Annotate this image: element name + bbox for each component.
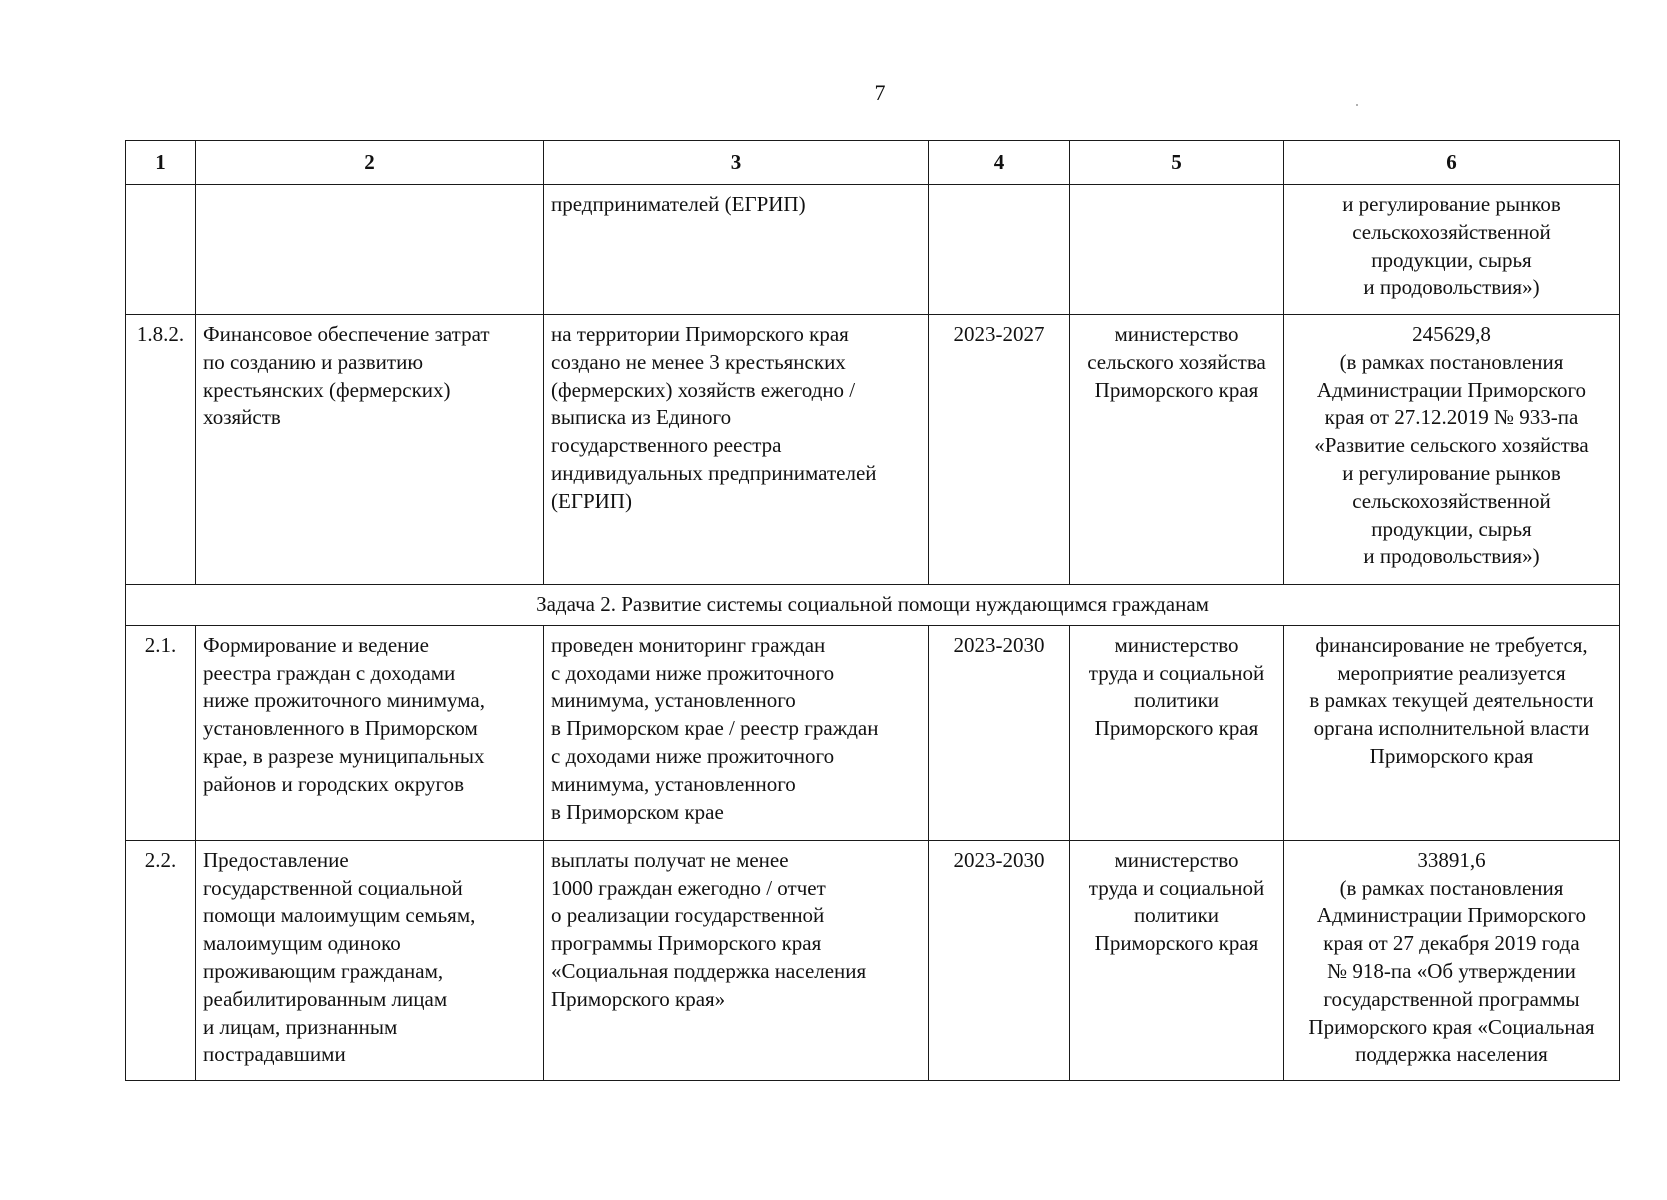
expected-result-line: индивидуальных предпринимателей (551, 460, 877, 485)
header-col-5: 5 (1070, 141, 1284, 185)
responsible-executor-line: министерство (1114, 322, 1239, 346)
implementation-period: 2023-2030 (929, 625, 1070, 840)
measure-name-line: малоимущим одиноко (203, 931, 401, 956)
funding-source (1284, 185, 1620, 315)
measure-name-line: Формирование и ведение (203, 632, 429, 657)
header-col-3: 3 (544, 141, 929, 185)
expected-result (544, 315, 929, 585)
header-col-4: 4 (929, 141, 1070, 185)
table-row (126, 625, 1620, 840)
funding-source-line: края от 27.12.2019 № 933-па (1324, 405, 1579, 430)
measure-name-line: ниже прожиточного минимума, (203, 688, 485, 713)
measures-table (125, 140, 1620, 1081)
measure-name (196, 185, 544, 315)
expected-result-line: проведен мониторинг граждан (551, 632, 826, 657)
scan-speck (1356, 104, 1358, 106)
measure-name (196, 315, 544, 585)
responsible-executor-line: министерство (1114, 847, 1239, 872)
table-row (126, 840, 1620, 1080)
responsible-executor-line: труда и социальной (1088, 660, 1265, 685)
responsible-executor-line: политики (1133, 688, 1220, 713)
funding-source-line: 33891,6 (1417, 847, 1486, 872)
funding-source-line: Администрации Приморского (1316, 377, 1587, 402)
expected-result-line: создано не менее 3 крестьянских (551, 349, 846, 374)
funding-source-line: (в рамках постановления (1339, 349, 1564, 374)
expected-result-line: государственного реестра (551, 433, 782, 458)
funding-source (1284, 625, 1620, 840)
responsible-executor-line: министерство (1114, 632, 1239, 657)
expected-result-line: с доходами ниже прожиточного (551, 743, 835, 768)
funding-source-line: финансирование не требуется, (1315, 632, 1588, 657)
responsible-executor-line: политики (1133, 903, 1220, 928)
table-header-row (126, 141, 1620, 185)
measure-name-line: хозяйств (203, 405, 281, 430)
funding-source-line: и продовольствия») (1363, 544, 1540, 569)
expected-result (544, 840, 929, 1080)
row-number: 2.2. (126, 840, 196, 1080)
measure-name (196, 840, 544, 1080)
measure-name-line: Финансовое обеспечение затрат (203, 322, 490, 346)
measure-name-line: реестра граждан с доходами (203, 660, 456, 685)
funding-source-line: Администрации Приморского (1316, 903, 1587, 928)
header-col-1: 1 (126, 141, 196, 185)
responsible-executor-line: Приморского края (1094, 931, 1259, 956)
expected-result-line: в Приморском крае / реестр граждан (551, 716, 879, 741)
task-title: Задача 2. Развитие системы социальной помощи нуждающимся гражданам (126, 585, 1620, 626)
expected-result-line: выплаты получат не менее (551, 847, 789, 872)
expected-result-line: минимума, установленного (551, 688, 796, 713)
expected-result-line: (ЕГРИП) (551, 488, 632, 513)
expected-result-line: минимума, установленного (551, 771, 796, 796)
expected-result-line: 1000 граждан ежегодно / отчет (551, 875, 826, 900)
measure-name-line: крестьянских (фермерских) (203, 377, 451, 402)
funding-source-line: края от 27 декабря 2019 года (1323, 931, 1580, 956)
expected-result-line: с доходами ниже прожиточного (551, 660, 835, 685)
expected-result-line: «Социальная поддержка населения (551, 958, 867, 983)
expected-result (544, 625, 929, 840)
responsible-executor-line: Приморского края (1094, 377, 1259, 402)
funding-source-line: (в рамках постановления (1339, 875, 1564, 900)
row-number: 1.8.2. (126, 315, 196, 585)
row-number: 2.1. (126, 625, 196, 840)
funding-source-line: продукции, сырья (1371, 516, 1532, 541)
funding-source-line: Приморского края (1369, 743, 1534, 768)
funding-source-line: органа исполнительной власти (1313, 716, 1590, 741)
funding-source-line: Приморского края «Социальная (1308, 1014, 1595, 1039)
table-row (126, 185, 1620, 315)
expected-result-line: на территории Приморского края (551, 322, 849, 346)
funding-source-line: государственной программы (1323, 986, 1580, 1011)
funding-source-line: и регулирование рынков (1342, 460, 1561, 485)
funding-source-line: 245629,8 (1412, 322, 1491, 346)
measure-name-line: помощи малоимущим семьям, (203, 903, 476, 928)
measure-name-line: по созданию и развитию (203, 349, 424, 374)
funding-source-line: продукции, сырья (1371, 247, 1532, 272)
expected-result-line: предпринимателей (ЕГРИП) (551, 192, 806, 216)
measure-name-line: крае, в разрезе муниципальных (203, 743, 485, 768)
table-row (126, 315, 1620, 585)
expected-result-line: выписка из Единого (551, 405, 732, 430)
implementation-period: 2023-2027 (929, 315, 1070, 585)
measure-name-line: и лицам, признанным (203, 1014, 398, 1039)
measure-name-line: Предоставление (203, 847, 349, 872)
measure-name (196, 625, 544, 840)
expected-result-line: программы Приморского края (551, 931, 822, 956)
funding-source (1284, 315, 1620, 585)
responsible-executor-line: Приморского края (1094, 716, 1259, 741)
measure-name-line: реабилитированным лицам (203, 986, 448, 1011)
funding-source-line: «Развитие сельского хозяйства (1314, 433, 1589, 458)
responsible-executor-line: сельского хозяйства (1087, 349, 1266, 374)
implementation-period (929, 185, 1070, 315)
row-number (126, 185, 196, 315)
funding-source-line: сельскохозяйственной (1352, 488, 1551, 513)
funding-source-line: и регулирование рынков (1342, 192, 1561, 216)
responsible-executor-line: труда и социальной (1088, 875, 1265, 900)
expected-result-line: Приморского края» (551, 986, 726, 1011)
implementation-period: 2023-2030 (929, 840, 1070, 1080)
funding-source-line: поддержка населения (1355, 1042, 1548, 1067)
funding-source (1284, 840, 1620, 1080)
responsible-executor (1070, 185, 1284, 315)
funding-source-line: в рамках текущей деятельности (1309, 688, 1594, 713)
header-col-2: 2 (196, 141, 544, 185)
expected-result-line: о реализации государственной (551, 903, 825, 928)
funding-source-line: и продовольствия») (1363, 275, 1540, 300)
header-col-6: 6 (1284, 141, 1620, 185)
measure-name-line: установленного в Приморском (203, 716, 478, 741)
task-row (126, 585, 1620, 626)
funding-source-line: сельскохозяйственной (1352, 219, 1551, 244)
responsible-executor (1070, 315, 1284, 585)
responsible-executor (1070, 625, 1284, 840)
funding-source-line: № 918-па «Об утверждении (1327, 958, 1576, 983)
measure-name-line: проживающим гражданам, (203, 958, 444, 983)
expected-result-line: (фермерских) хозяйств ежегодно / (551, 377, 856, 402)
page-number: 7 (874, 80, 886, 105)
expected-result-line: в Приморском крае (551, 799, 724, 824)
measure-name-line: районов и городских округов (203, 771, 465, 796)
funding-source-line: мероприятие реализуется (1337, 660, 1566, 685)
measure-name-line: пострадавшими (203, 1042, 346, 1067)
responsible-executor (1070, 840, 1284, 1080)
expected-result (544, 185, 929, 315)
measure-name-line: государственной социальной (203, 875, 463, 900)
